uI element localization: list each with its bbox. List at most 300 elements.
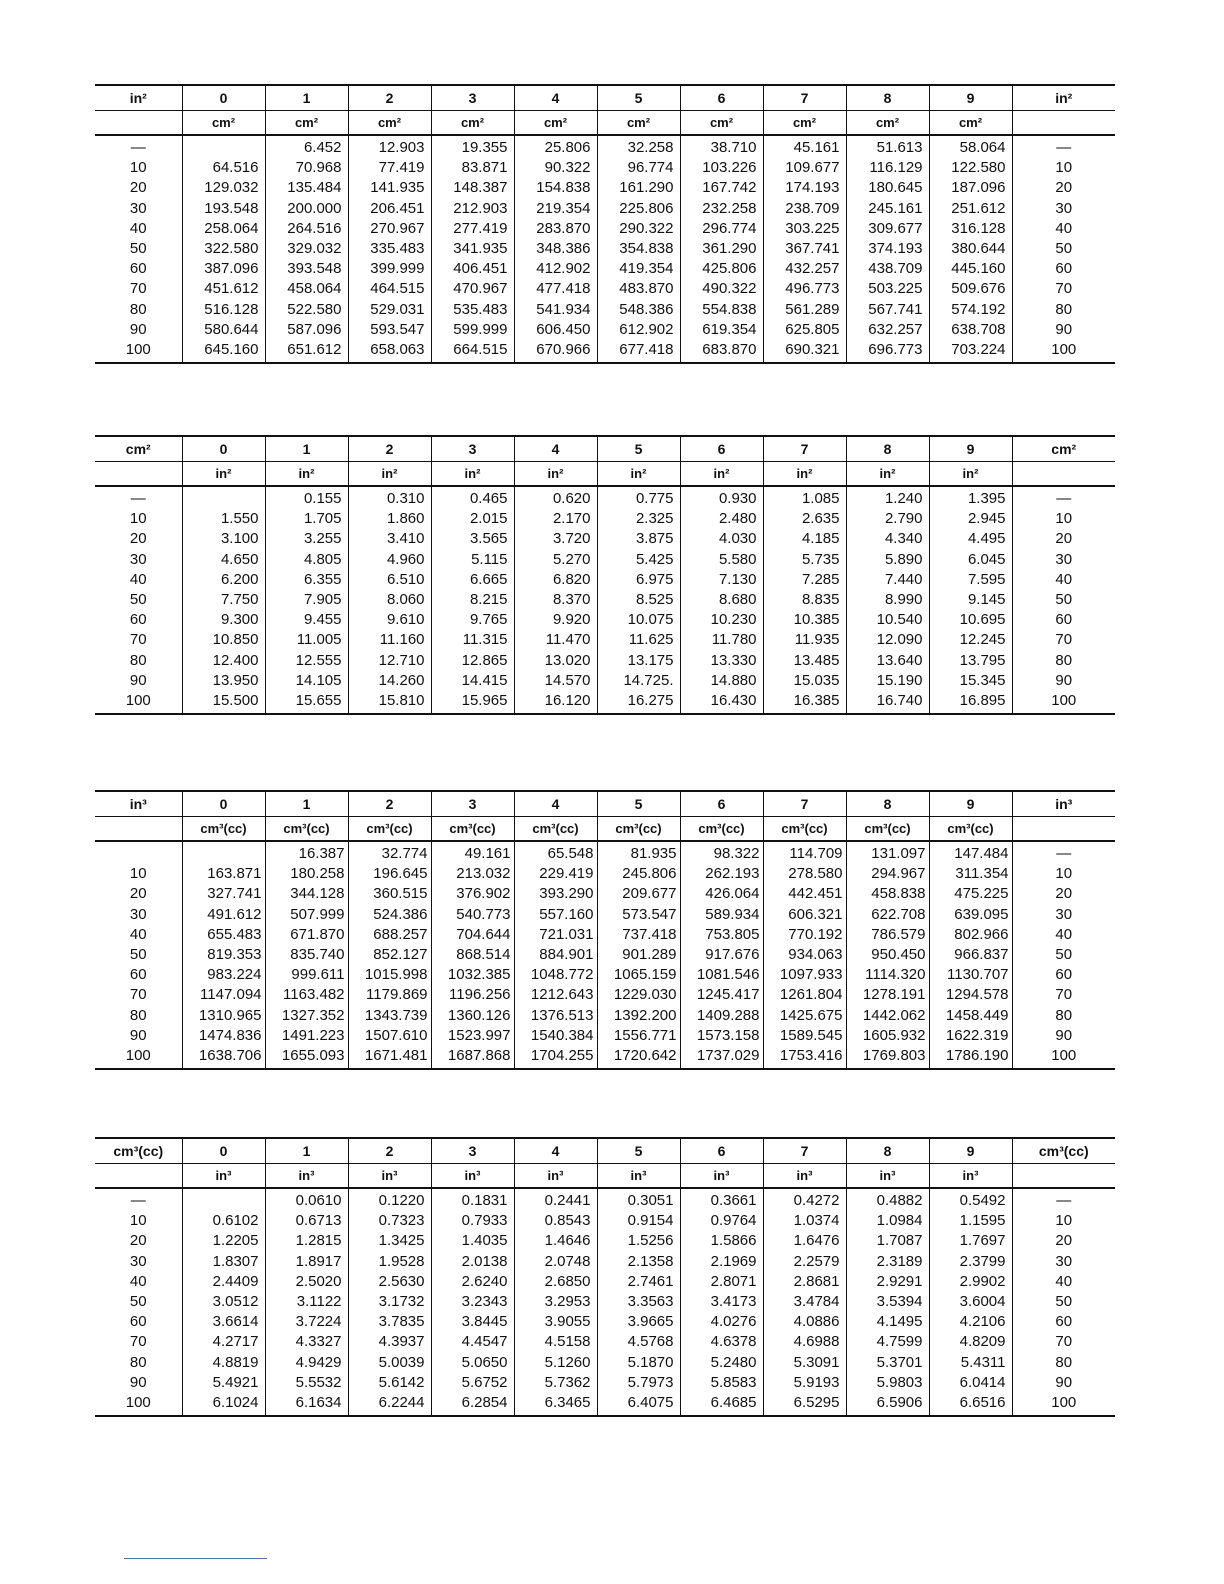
table-row (95, 486, 1115, 509)
row-label: 70 (95, 1332, 182, 1352)
unit-header-blank (95, 817, 182, 842)
table-cell: 470.967 (431, 279, 514, 299)
column-unit-header: cm³(cc) (929, 817, 1012, 842)
row-label-right: 60 (1055, 260, 1073, 278)
table-cell: 690.321 (763, 340, 846, 363)
column-unit-header: cm² (597, 111, 680, 136)
corner-label-right: in³ (1012, 791, 1115, 817)
table-row (95, 550, 1115, 570)
unit-header-blank (95, 111, 182, 136)
table-cell: 7.130 (680, 570, 763, 590)
table-cell: 0.775 (597, 486, 680, 509)
column-digit-header: 6 (680, 1138, 763, 1164)
table-cell: 651.612 (265, 340, 348, 363)
table-cell: 12.245 (929, 630, 1012, 650)
table-cell: 5.5532 (265, 1373, 348, 1393)
column-unit-header: in³ (680, 1164, 763, 1189)
table-cell: 483.870 (597, 279, 680, 299)
table-row (95, 630, 1115, 650)
row-label: 70 (95, 630, 182, 650)
table-cell: 14.880 (680, 671, 763, 691)
table-cell: 16.385 (763, 691, 846, 714)
table-cell: 12.090 (846, 630, 929, 650)
row-label: 90 (95, 1026, 182, 1046)
table-cell: 98.322 (680, 841, 763, 864)
table-cell: 5.890 (846, 550, 929, 570)
row-label: 30 (95, 905, 182, 925)
table-cell: 2.015 (431, 509, 514, 529)
row-label-right: 40 (1055, 1272, 1073, 1290)
table-cell: 0.7323 (348, 1211, 431, 1231)
table-cell: 213.032 (431, 864, 514, 884)
row-label-right: 50 (1055, 1293, 1073, 1311)
table-cell: 12.400 (182, 651, 265, 671)
table-cell: 1.0374 (763, 1211, 846, 1231)
column-digit-header: 5 (597, 1138, 680, 1164)
table-cell: 8.060 (348, 590, 431, 610)
table-cell: 3.7835 (348, 1312, 431, 1332)
table-cell: 344.128 (265, 884, 348, 904)
row-label-right: 70 (1055, 1333, 1073, 1351)
table-cell: 2.0748 (514, 1252, 597, 1272)
table-cell: 557.160 (514, 905, 597, 925)
table-cell (182, 486, 265, 509)
column-unit-header: cm² (348, 111, 431, 136)
table-cell: 264.516 (265, 219, 348, 239)
row-label: 50 (95, 590, 182, 610)
table-cell: 229.419 (514, 864, 597, 884)
row-label: 90 (95, 671, 182, 691)
table-cell: 1179.869 (348, 985, 431, 1005)
table-cell (182, 841, 265, 864)
table-cell: 3.0512 (182, 1292, 265, 1312)
table-cell: 2.6240 (431, 1272, 514, 1292)
table-cell: 4.340 (846, 529, 929, 549)
table-cell: 786.579 (846, 925, 929, 945)
column-unit-header: cm³(cc) (431, 817, 514, 842)
row-label: 20 (95, 529, 182, 549)
table-cell: 393.290 (514, 884, 597, 904)
table-cell: 5.1260 (514, 1353, 597, 1373)
table-cell: 167.742 (680, 178, 763, 198)
table-cell: 6.2244 (348, 1393, 431, 1416)
table-cell: 6.510 (348, 570, 431, 590)
table-cell: 1687.868 (431, 1046, 514, 1069)
corner-label-left: cm³(cc) (95, 1138, 182, 1164)
table-row (95, 1272, 1115, 1292)
column-digit-header: 9 (929, 1138, 1012, 1164)
table-cell: 3.6004 (929, 1292, 1012, 1312)
table-cell: 13.020 (514, 651, 597, 671)
column-digit-header: 2 (348, 791, 431, 817)
table-cell: 658.063 (348, 340, 431, 363)
row-label-right: 70 (1055, 986, 1073, 1004)
table-cell: 5.4311 (929, 1353, 1012, 1373)
table-cell: 8.835 (763, 590, 846, 610)
table-cell: 599.999 (431, 320, 514, 340)
table-cell: 70.968 (265, 158, 348, 178)
column-unit-header: cm² (929, 111, 1012, 136)
table-cell: 1.7087 (846, 1231, 929, 1251)
row-label: 10 (95, 158, 182, 178)
table-cell: 1.240 (846, 486, 929, 509)
table-cm2-to-in2 (95, 435, 1115, 715)
table-cell: 1.2815 (265, 1231, 348, 1251)
table-cell: 14.415 (431, 671, 514, 691)
table-cell: 1540.384 (514, 1026, 597, 1046)
table-cell: 1.4646 (514, 1231, 597, 1251)
column-unit-header: cm² (763, 111, 846, 136)
table-cell: 209.677 (597, 884, 680, 904)
table-cell: 141.935 (348, 178, 431, 198)
table-cell: 1130.707 (929, 965, 1012, 985)
table-cell: 1.4035 (431, 1231, 514, 1251)
table-cell: 147.484 (929, 841, 1012, 864)
table-cell: 1.860 (348, 509, 431, 529)
column-digit-header: 4 (514, 436, 597, 462)
column-digit-header: 8 (846, 791, 929, 817)
row-label: 100 (95, 691, 182, 714)
table-cell: 535.483 (431, 300, 514, 320)
table-cell: 5.270 (514, 550, 597, 570)
table-cell: 232.258 (680, 199, 763, 219)
table-cell: 3.6614 (182, 1312, 265, 1332)
table-cell: 2.945 (929, 509, 1012, 529)
table-row (95, 199, 1115, 219)
column-unit-header: cm³(cc) (763, 817, 846, 842)
column-digit-header: 3 (431, 1138, 514, 1164)
table-cell: 703.224 (929, 340, 1012, 363)
table-cell: 1720.642 (597, 1046, 680, 1069)
table-row (95, 320, 1115, 340)
table-cell: 2.1969 (680, 1252, 763, 1272)
table-cell: 4.3327 (265, 1332, 348, 1352)
table-cell: 361.290 (680, 239, 763, 259)
table-row (95, 239, 1115, 259)
row-label (95, 841, 182, 864)
row-label: 50 (95, 239, 182, 259)
table-cell: 475.225 (929, 884, 1012, 904)
table-cell: 593.547 (348, 320, 431, 340)
table-cell: 737.418 (597, 925, 680, 945)
table-cell: 451.612 (182, 279, 265, 299)
corner-label-right: cm³(cc) (1012, 1138, 1115, 1164)
table-cell: 999.611 (265, 965, 348, 985)
table-cell: 0.465 (431, 486, 514, 509)
table-cell: 399.999 (348, 259, 431, 279)
table-cell: 1.0984 (846, 1211, 929, 1231)
table-cell: 270.967 (348, 219, 431, 239)
table-cell: 4.5768 (597, 1332, 680, 1352)
column-unit-header: in³ (265, 1164, 348, 1189)
table-cell: 503.225 (846, 279, 929, 299)
table-cell: 5.0650 (431, 1353, 514, 1373)
table-cell: 0.7933 (431, 1211, 514, 1231)
table-cell (182, 135, 265, 158)
table-cell: 1622.319 (929, 1026, 1012, 1046)
table-cell: 15.345 (929, 671, 1012, 691)
table-cell: 1015.998 (348, 965, 431, 985)
table-cell: 245.806 (597, 864, 680, 884)
table-cell: 2.3799 (929, 1252, 1012, 1272)
table-cell: 587.096 (265, 320, 348, 340)
table-cell: 13.175 (597, 651, 680, 671)
table-cell: 14.570 (514, 671, 597, 691)
table-cell: 251.612 (929, 199, 1012, 219)
column-unit-header: in² (265, 462, 348, 487)
column-digit-header: 3 (431, 436, 514, 462)
table-cell: 6.1024 (182, 1393, 265, 1416)
table-cell: 7.440 (846, 570, 929, 590)
table-cell: 10.540 (846, 610, 929, 630)
table-cell: 753.805 (680, 925, 763, 945)
table-row (95, 1292, 1115, 1312)
table-cell: 277.419 (431, 219, 514, 239)
table-cell: 9.300 (182, 610, 265, 630)
row-label: 60 (95, 259, 182, 279)
table-row (95, 1046, 1115, 1069)
row-label-right: 100 (1012, 1046, 1115, 1069)
table-cell: 206.451 (348, 199, 431, 219)
table-cell: 8.680 (680, 590, 763, 610)
row-label: 40 (95, 925, 182, 945)
table-cell: 6.3465 (514, 1393, 597, 1416)
table-cell: 9.145 (929, 590, 1012, 610)
table-row (95, 610, 1115, 630)
table-cell: 16.895 (929, 691, 1012, 714)
table-cell: 1278.191 (846, 985, 929, 1005)
table-cell: 38.710 (680, 135, 763, 158)
row-label: 20 (95, 884, 182, 904)
column-unit-header: cm² (846, 111, 929, 136)
table-cell: 12.710 (348, 651, 431, 671)
table-row (95, 570, 1115, 590)
table-row (95, 691, 1115, 714)
table-cell: 12.903 (348, 135, 431, 158)
table-cell: 367.741 (763, 239, 846, 259)
table-cell: 406.451 (431, 259, 514, 279)
table-cell: 1360.126 (431, 1006, 514, 1026)
table-cell: 19.355 (431, 135, 514, 158)
table-cell: 2.325 (597, 509, 680, 529)
table-cell: 4.0276 (680, 1312, 763, 1332)
table-cell: 704.644 (431, 925, 514, 945)
table-cell: 187.096 (929, 178, 1012, 198)
table-cell: 15.810 (348, 691, 431, 714)
table-cell: 7.595 (929, 570, 1012, 590)
table-cell: 4.030 (680, 529, 763, 549)
table-cell: 567.741 (846, 300, 929, 320)
table-cell: 1704.255 (514, 1046, 597, 1069)
table-cell: 2.9291 (846, 1272, 929, 1292)
table-cell: 7.750 (182, 590, 265, 610)
row-label-right: 80 (1055, 1353, 1073, 1371)
row-label: 60 (95, 1312, 182, 1332)
table-cell: 2.0138 (431, 1252, 514, 1272)
table-cell: 0.4882 (846, 1188, 929, 1211)
table-cell: 1605.932 (846, 1026, 929, 1046)
table-cell: 1.2205 (182, 1231, 265, 1251)
table-row (95, 1188, 1115, 1211)
table-cell: 12.865 (431, 651, 514, 671)
table-cell: 6.2854 (431, 1393, 514, 1416)
column-unit-header: in³ (597, 1164, 680, 1189)
table-cell: 1.5866 (680, 1231, 763, 1251)
table-cell: 6.200 (182, 570, 265, 590)
table-cell: 296.774 (680, 219, 763, 239)
table-cell: 1442.062 (846, 1006, 929, 1026)
table-row (95, 300, 1115, 320)
table-cell: 2.7461 (597, 1272, 680, 1292)
row-label-right: 60 (1055, 1313, 1073, 1331)
column-digit-header: 0 (182, 791, 265, 817)
table-cell: 5.425 (597, 550, 680, 570)
table-cell: 1.5256 (597, 1231, 680, 1251)
table-cell: 10.850 (182, 630, 265, 650)
table-cell: 11.625 (597, 630, 680, 650)
column-unit-header: cm³(cc) (348, 817, 431, 842)
table-cell: 290.322 (597, 219, 680, 239)
table-cell: 3.4173 (680, 1292, 763, 1312)
table-cell: 309.677 (846, 219, 929, 239)
column-digit-header: 7 (763, 436, 846, 462)
table-cell: 15.190 (846, 671, 929, 691)
table-cell: 6.6516 (929, 1393, 1012, 1416)
table-cell: 0.5492 (929, 1188, 1012, 1211)
table-cell: 1425.675 (763, 1006, 846, 1026)
table-row (95, 884, 1115, 904)
table-cell: 1769.803 (846, 1046, 929, 1069)
table-row (95, 509, 1115, 529)
table-cell: 12.555 (265, 651, 348, 671)
table-cell: 103.226 (680, 158, 763, 178)
table-cell: 11.935 (763, 630, 846, 650)
table-cell: 1.550 (182, 509, 265, 529)
table-cell: 522.580 (265, 300, 348, 320)
row-label-right: 30 (1055, 905, 1073, 923)
table-cell: 1343.739 (348, 1006, 431, 1026)
column-unit-header: in² (348, 462, 431, 487)
corner-label-right: in² (1012, 85, 1115, 111)
table-cell: 13.485 (763, 651, 846, 671)
table-cell: 81.935 (597, 841, 680, 864)
table-cell: 1.1595 (929, 1211, 1012, 1231)
table-cell: 5.1870 (597, 1353, 680, 1373)
corner-label-left: cm² (95, 436, 182, 462)
table-cell: 322.580 (182, 239, 265, 259)
column-digit-header: 7 (763, 1138, 846, 1164)
table-cell: 122.580 (929, 158, 1012, 178)
corner-label-left: in³ (95, 791, 182, 817)
unit-header-blank (1012, 1164, 1115, 1189)
table-cell: 5.2480 (680, 1353, 763, 1373)
table-cell: 2.5020 (265, 1272, 348, 1292)
table-cell: 180.258 (265, 864, 348, 884)
table-cell: 3.9055 (514, 1312, 597, 1332)
unit-header-blank (95, 462, 182, 487)
table-cell: 0.9764 (680, 1211, 763, 1231)
table-row (95, 841, 1115, 864)
table-cell: 442.451 (763, 884, 846, 904)
table-cell: 4.0886 (763, 1312, 846, 1332)
column-digit-header: 3 (431, 85, 514, 111)
table-cell: 419.354 (597, 259, 680, 279)
table-cm3-to-in3 (95, 1137, 1115, 1417)
column-unit-header: in³ (182, 1164, 265, 1189)
table-cell: 32.774 (348, 841, 431, 864)
row-label: 70 (95, 985, 182, 1005)
table-cell: 5.9803 (846, 1373, 929, 1393)
row-label-right: 90 (1055, 1373, 1073, 1391)
table-cell: 10.075 (597, 610, 680, 630)
table-cell: 554.838 (680, 300, 763, 320)
table-cell: 0.6102 (182, 1211, 265, 1231)
table-cell: 4.3937 (348, 1332, 431, 1352)
table-cell: 683.870 (680, 340, 763, 363)
row-label: 90 (95, 320, 182, 340)
table-cell: 664.515 (431, 340, 514, 363)
table-cell: 580.644 (182, 320, 265, 340)
row-label-right: 40 (1055, 219, 1073, 237)
row-label: 50 (95, 1292, 182, 1312)
table-cell: 496.773 (763, 279, 846, 299)
column-unit-header: cm³(cc) (680, 817, 763, 842)
table-cell: 64.516 (182, 158, 265, 178)
table-cell: 13.795 (929, 651, 1012, 671)
table-cell: 10.695 (929, 610, 1012, 630)
table-cell: 3.100 (182, 529, 265, 549)
table-cell: 329.032 (265, 239, 348, 259)
row-label: 40 (95, 1272, 182, 1292)
table-row (95, 219, 1115, 239)
table-cell: 316.128 (929, 219, 1012, 239)
table-cell: 3.7224 (265, 1312, 348, 1332)
row-label: 50 (95, 945, 182, 965)
table-cell: 917.676 (680, 945, 763, 965)
row-label-right: 10 (1055, 510, 1073, 528)
table-row (95, 1211, 1115, 1231)
table-cell: 0.6713 (265, 1211, 348, 1231)
table-cell: 561.289 (763, 300, 846, 320)
table-cell: 2.5630 (348, 1272, 431, 1292)
table-cell: 491.612 (182, 905, 265, 925)
table-cell: 14.260 (348, 671, 431, 691)
table-cell: 540.773 (431, 905, 514, 925)
table-cell: 1245.417 (680, 985, 763, 1005)
table-cell: 4.2717 (182, 1332, 265, 1352)
table-cell: 2.6850 (514, 1272, 597, 1292)
table-row (95, 135, 1115, 158)
table-cell: 1507.610 (348, 1026, 431, 1046)
table-cell: 0.1220 (348, 1188, 431, 1211)
column-unit-header: cm³(cc) (846, 817, 929, 842)
column-digit-header: 8 (846, 436, 929, 462)
table-cell: 58.064 (929, 135, 1012, 158)
table-cell: 625.805 (763, 320, 846, 340)
table-cell: 109.677 (763, 158, 846, 178)
corner-label-right: cm² (1012, 436, 1115, 462)
table-cell: 65.548 (514, 841, 597, 864)
table-cell: 51.613 (846, 135, 929, 158)
table-cell: 983.224 (182, 965, 265, 985)
table-row (95, 671, 1115, 691)
table-cell: 606.450 (514, 320, 597, 340)
unit-header-blank (1012, 817, 1115, 842)
table-cell: 622.708 (846, 905, 929, 925)
table-cell: 49.161 (431, 841, 514, 864)
corner-label-left: in² (95, 85, 182, 111)
table-cell: 1.395 (929, 486, 1012, 509)
